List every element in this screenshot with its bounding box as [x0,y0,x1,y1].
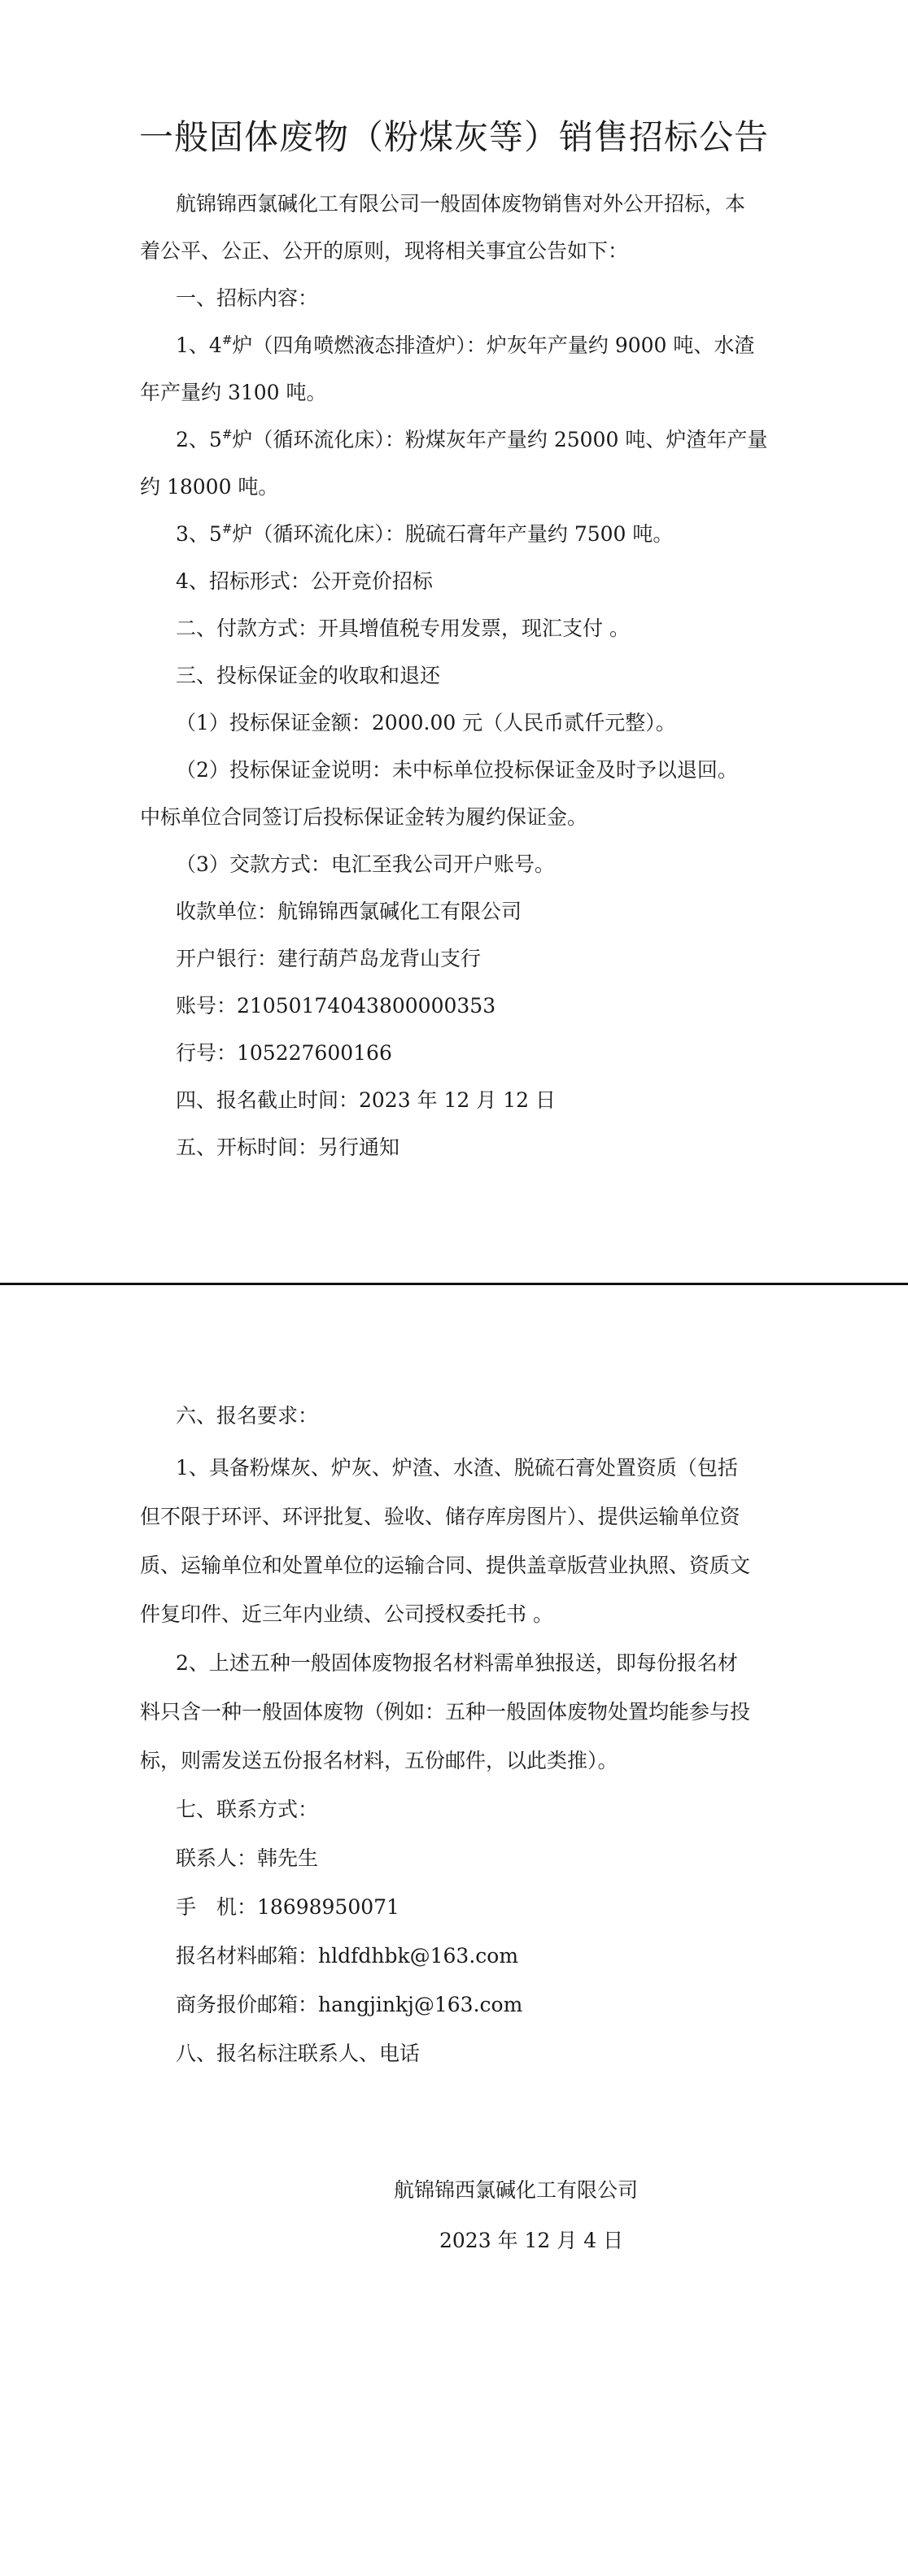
contact-person: 联系人：韩先生 [176,1846,319,1870]
business-email: 商务报价邮箱：hangjinkj@163.com [176,1993,523,2016]
section-1-item-1-line-1: 1、4#炉（四角喷燃液态排渣炉）：炉灰年产量约 9000 吨、水渣 [176,333,755,357]
section-6-item-1-line-4: 件复印件、近三年内业绩、公司授权委托书 。 [140,1602,553,1626]
bank-line: 开户银行：建行葫芦岛龙背山支行 [176,947,482,970]
section-1-item-4: 4、招标形式：公开竞价招标 [176,569,433,593]
section-6-item-1-line-2: 但不限于环评、环评批复、验收、储存库房图片）、提供运输单位资 [140,1505,740,1528]
section-6-item-1-line-3: 质、运输单位和处置单位的运输合同、提供盖章版营业执照、资质文 [140,1554,751,1577]
section-3-item-3: （3）交款方式：电汇至我公司开户账号。 [176,852,555,876]
section-5: 五、开标时间：另行通知 [176,1135,400,1159]
contact-phone: 手 机：18698950071 [176,1895,399,1919]
section-1-item-2-line-2: 约 18000 吨。 [140,475,279,499]
section-6-item-1-line-1: 1、具备粉煤灰、炉灰、炉渣、水渣、脱硫石膏处置资质（包括 [176,1456,738,1480]
section-7-heading: 七、联系方式： [176,1798,319,1821]
section-1-item-1-line-2: 年产量约 3100 吨。 [140,381,327,404]
section-2: 二、付款方式：开具增值税专用发票，现汇支付 。 [176,617,630,640]
intro-line-1: 航锦锦西氯碱化工有限公司一般固体废物销售对外公开招标，本 [176,192,746,216]
payee-line: 收款单位：航锦锦西氯碱化工有限公司 [176,900,522,923]
account-line: 账号：21050174043800000353 [176,994,496,1018]
section-8: 八、报名标注联系人、电话 [176,2042,421,2065]
section-1-heading: 一、招标内容： [176,286,319,310]
section-6-item-2-line-3: 标，则需发送五份报名材料，五份邮件，以此类推）。 [140,1749,618,1772]
section-6-item-2-line-1: 2、上述五种一般固体废物报名材料需单独报送，即每份报名材 [176,1651,738,1675]
signature-date: 2023 年 12 月 4 日 [439,2229,624,2252]
section-3-item-2-line-1: （2）投标保证金说明：未中标单位投标保证金及时予以退回。 [176,758,738,782]
intro-line-2: 着公平、公正、公开的原则，现将相关事宜公告如下： [140,239,629,263]
section-3-item-1: （1）投标保证金额：2000.00 元（人民币贰仟元整）。 [176,711,676,734]
registration-email: 报名材料邮箱：hldfdhbk@163.com [176,1944,519,1968]
section-3-heading: 三、投标保证金的收取和退还 [176,664,441,687]
section-6-heading: 六、报名要求： [176,1404,319,1427]
document-title: 一般固体废物（粉煤灰等）销售招标公告 [138,117,769,157]
section-1-item-2-line-1: 2、5#炉（循环流化床）：粉煤灰年产量约 25000 吨、炉渣年产量 [176,427,768,451]
section-6-item-2-line-2: 料只含一种一般固体废物（例如：五种一般固体废物处置均能参与投 [140,1700,751,1724]
bank-code-line: 行号：105227600166 [176,1041,392,1065]
section-1-item-3: 3、5#炉（循环流化床）：脱硫石膏年产量约 7500 吨。 [176,521,674,546]
signature-company: 航锦锦西氯碱化工有限公司 [394,2178,639,2202]
section-4: 四、报名截止时间：2023 年 12 月 12 日 [176,1088,556,1112]
page-divider [0,1283,908,1285]
section-3-item-2-line-2: 中标单位合同签订后投标保证金转为履约保证金。 [140,805,588,829]
